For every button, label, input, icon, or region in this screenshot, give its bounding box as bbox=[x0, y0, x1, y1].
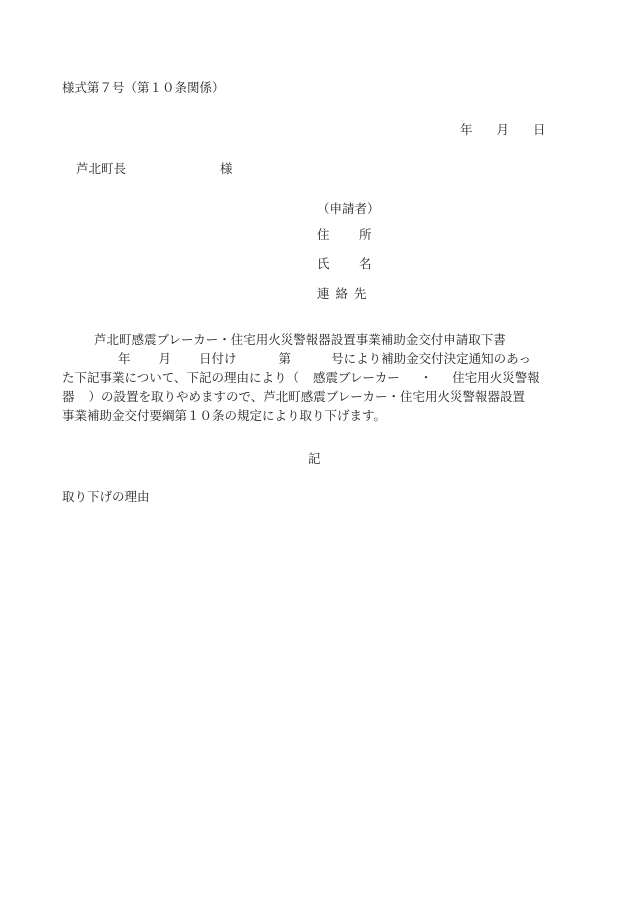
body-line-3-start: た下記事業について、下記の理由により（ bbox=[62, 370, 300, 385]
applicant-label: （申請者） bbox=[317, 201, 380, 216]
body-dai: 第 bbox=[278, 351, 292, 366]
applicant-name-field bbox=[317, 256, 372, 272]
recipient-name: 芦北町長 bbox=[76, 161, 127, 176]
recipient bbox=[76, 161, 233, 177]
body-paragraph bbox=[62, 330, 572, 425]
body-option-1: 感震ブレーカー bbox=[313, 370, 400, 385]
body-title: 芦北町感震ブレーカー・住宅用火災警報器設置事業補助金交付申請取下書 bbox=[94, 332, 506, 347]
name-label-a: 氏 bbox=[317, 256, 330, 271]
body-day-dated: 日付け bbox=[199, 351, 237, 366]
name-label-b: 名 bbox=[359, 256, 372, 271]
body-year: 年 bbox=[118, 351, 131, 366]
form-number: 様式第７号（第１０条関係） bbox=[62, 80, 225, 95]
body-line-3 bbox=[62, 368, 572, 387]
contact-label: 連絡先 bbox=[317, 286, 373, 301]
body-line-4 bbox=[62, 387, 572, 406]
record-mark: 記 bbox=[308, 451, 321, 466]
body-line-4-start: 器 bbox=[62, 389, 75, 404]
body-line-4-rest: ）の設置を取りやめますので、芦北町感震ブレーカー・住宅用火災警報器設置 bbox=[88, 389, 526, 404]
body-line-2 bbox=[62, 349, 572, 368]
address-label-a: 住 bbox=[317, 227, 330, 242]
applicant-contact-field bbox=[317, 286, 373, 302]
date-day: 日 bbox=[533, 122, 546, 137]
body-option-2: 住宅用火災警報 bbox=[452, 370, 540, 385]
reason-label: 取り下げの理由 bbox=[62, 489, 150, 504]
body-line-5: 事業補助金交付要綱第１０条の規定により取り下げます。 bbox=[62, 408, 387, 423]
date-year: 年 bbox=[460, 122, 473, 137]
recipient-honorific: 様 bbox=[220, 161, 233, 176]
applicant-address-field bbox=[317, 227, 372, 243]
body-option-separator: ・ bbox=[419, 370, 433, 385]
body-month: 月 bbox=[158, 351, 172, 366]
address-label-b: 所 bbox=[359, 227, 372, 242]
date-line bbox=[460, 122, 546, 138]
date-month: 月 bbox=[496, 122, 510, 137]
body-line-2-rest: 号により補助金交付決定通知のあっ bbox=[331, 351, 531, 366]
